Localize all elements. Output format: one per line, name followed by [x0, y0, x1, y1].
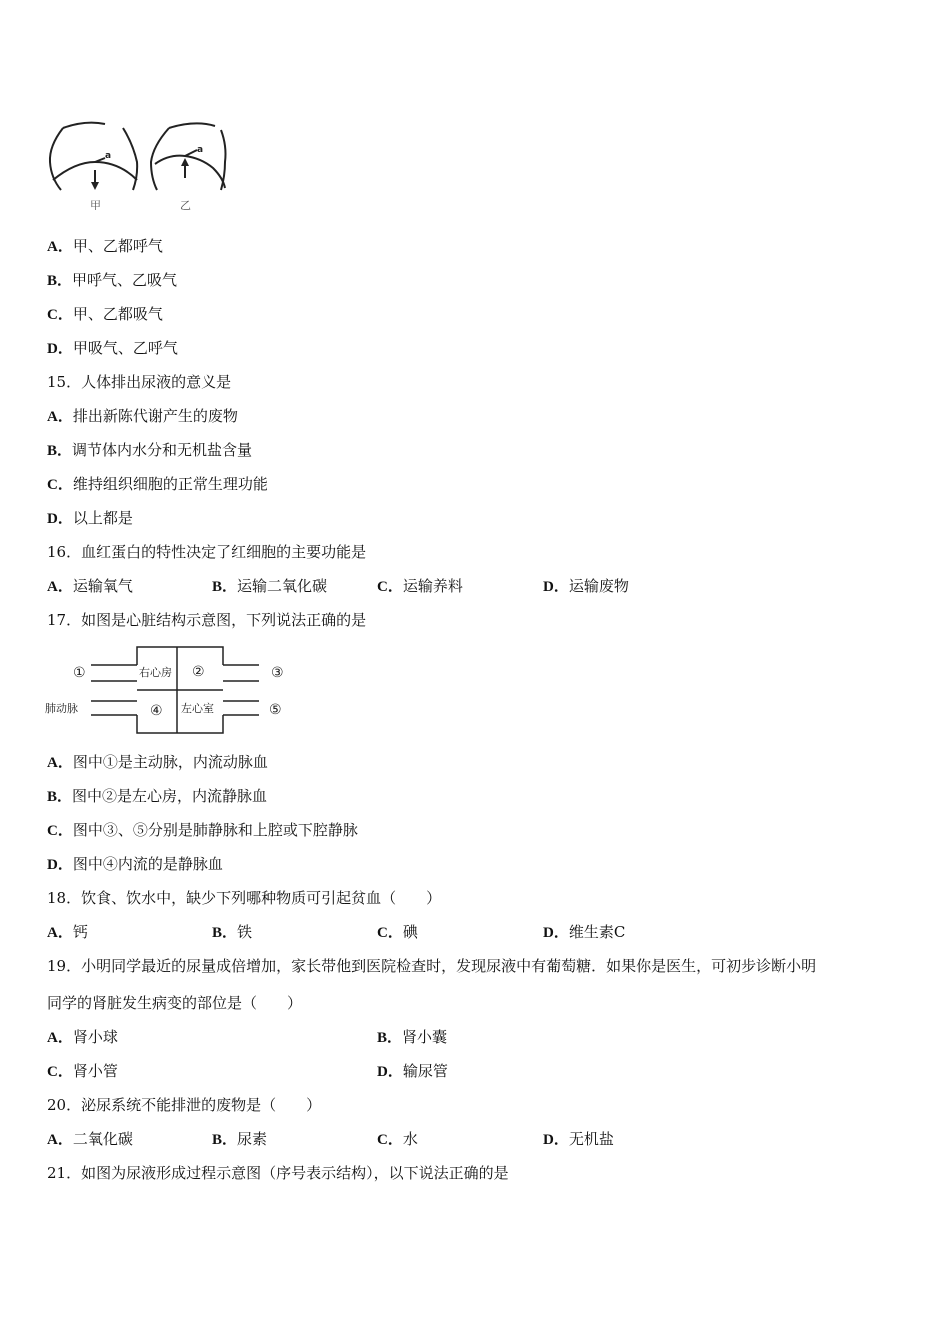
q19-option-b: B．肾小囊: [377, 1028, 448, 1046]
q14-option-d: D．甲吸气、乙呼气: [47, 339, 178, 357]
q14-option-c: C．甲、乙都吸气: [47, 305, 163, 323]
q15-option-c: C．维持组织细胞的正常生理功能: [47, 475, 268, 493]
heart-label-5: ⑤: [269, 702, 282, 718]
figure-jia-caption: 甲: [90, 199, 101, 210]
q16-option-a: A．运输氧气: [47, 577, 133, 595]
q19-option-d: D．输尿管: [377, 1062, 448, 1080]
q15-stem: 15．人体排出尿液的意义是: [47, 373, 232, 391]
figure-yi-label-a: a: [197, 145, 204, 155]
q16-stem: 16．血红蛋白的特性决定了红细胞的主要功能是: [47, 543, 367, 561]
q20-option-a: A．二氧化碳: [47, 1130, 133, 1148]
heart-label-3: ③: [271, 665, 284, 681]
q14-option-a: A．甲、乙都呼气: [47, 237, 163, 255]
q16-option-d: D．运输废物: [543, 577, 629, 595]
q17-option-a: A．图中①是主动脉，内流动脉血: [47, 753, 268, 771]
q16-option-b: B．运输二氧化碳: [212, 577, 328, 595]
figure-jia-chest-wall: [50, 128, 63, 190]
heart-label-right-atrium: 右心房: [139, 666, 172, 679]
q18-option-d: D．维生素C: [543, 923, 626, 941]
heart-label-1: ①: [73, 665, 86, 681]
q19-stem-line1: 19．小明同学最近的尿量成倍增加，家长带他到医院检查时，发现尿液中有葡萄糖．如果你是医生，可初步诊断小明: [47, 957, 817, 975]
q18-option-b: B．铁: [212, 923, 253, 941]
heart-diagram: [45, 645, 295, 737]
q17-option-d: D．图中④内流的是静脉血: [47, 855, 223, 873]
q15-option-d: D．以上都是: [47, 509, 133, 527]
diaphragm-figure: [45, 118, 235, 210]
q15-option-b: B．调节体内水分和无机盐含量: [47, 441, 253, 459]
q18-option-a: A．钙: [47, 923, 88, 941]
figure-yi-caption: 乙: [180, 199, 191, 210]
q20-stem: 20．泌尿系统不能排泄的废物是（ ）: [47, 1096, 322, 1114]
heart-label-4: ④: [150, 703, 163, 719]
q19-option-c: C．肾小管: [47, 1062, 118, 1080]
q19-stem-line2: 同学的肾脏发生病变的部位是（ ）: [47, 994, 303, 1012]
heart-label-2: ②: [192, 664, 205, 680]
q20-option-b: B．尿素: [212, 1130, 268, 1148]
heart-label-pulmonary-artery: 肺动脉: [45, 702, 78, 715]
q18-stem: 18．饮食、饮水中，缺少下列哪种物质可引起贫血（ ）: [47, 889, 442, 907]
figure-jia-label-a: a: [105, 151, 112, 161]
q17-option-b: B．图中②是左心房，内流静脉血: [47, 787, 268, 805]
q18-option-c: C．碘: [377, 923, 418, 941]
q19-option-a: A．肾小球: [47, 1028, 118, 1046]
q20-option-c: C．水: [377, 1130, 418, 1148]
q14-option-b: B．甲呼气、乙吸气: [47, 271, 178, 289]
q15-option-a: A．排出新陈代谢产生的废物: [47, 407, 238, 425]
q17-option-c: C．图中③、⑤分别是肺静脉和上腔或下腔静脉: [47, 821, 358, 839]
heart-label-left-ventricle: 左心室: [181, 702, 214, 715]
q20-option-d: D．无机盐: [543, 1130, 614, 1148]
figure-yi-diaphragm: [155, 156, 225, 188]
q16-option-c: C．运输养料: [377, 577, 463, 595]
q21-stem: 21．如图为尿液形成过程示意图（序号表示结构），以下说法正确的是: [47, 1164, 509, 1182]
q17-stem: 17．如图是心脏结构示意图，下列说法正确的是: [47, 611, 367, 629]
